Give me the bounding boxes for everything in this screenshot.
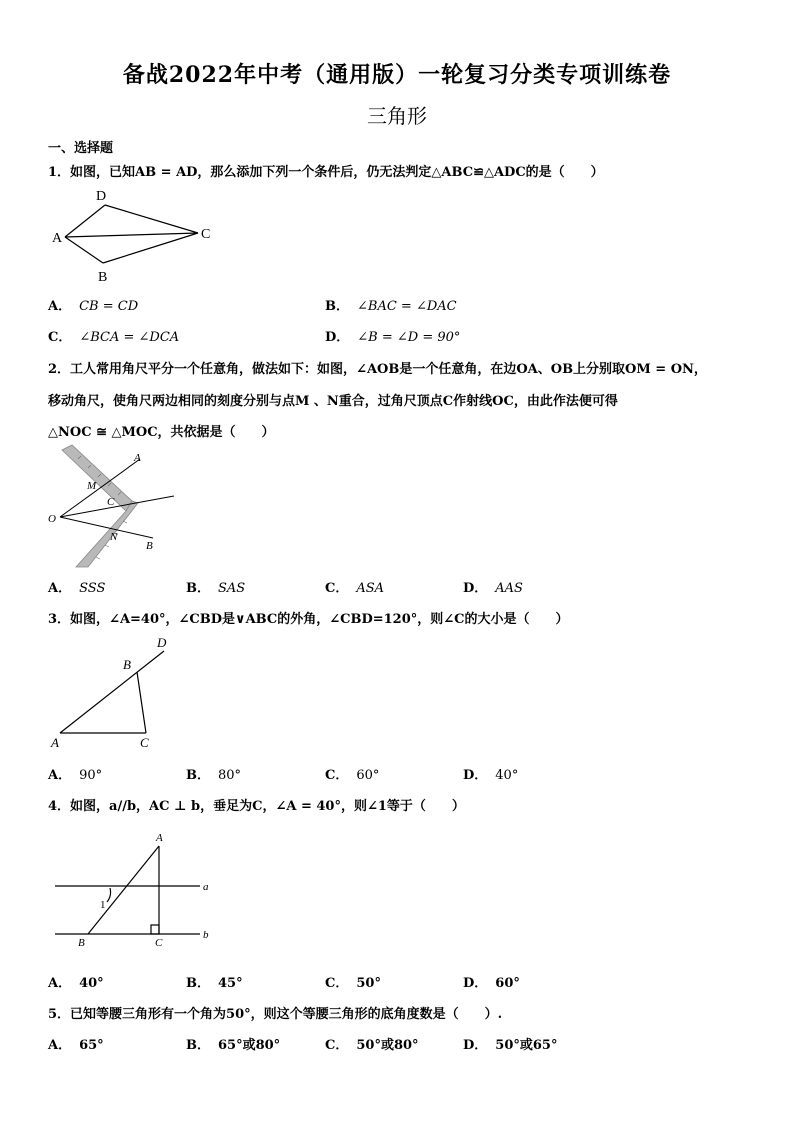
q4-label-angle-1: 1	[100, 899, 106, 911]
q2-option-c[interactable]: C． ASA	[325, 581, 385, 596]
q3-option-a[interactable]: A． 90°	[48, 768, 103, 783]
q1-label-c: C	[201, 227, 211, 242]
q5-option-b[interactable]: B． 65°或80°	[186, 1038, 281, 1053]
question-1-text: 1．如图，已知AB = AD，那么添加下列一个条件后，仍无法判定△ABC≌△ADC的是（ ）	[48, 165, 604, 180]
page-title: 备战2022年中考（通用版）一轮复习分类专项训练卷	[122, 62, 672, 88]
question-4-text: 4．如图，a//b，AC ⊥ b，垂足为C，∠A = 40°，则∠1等于（ ）	[48, 799, 465, 814]
q2-label-n: N	[110, 531, 118, 543]
q3-option-d[interactable]: D． 40°	[463, 768, 519, 783]
q3-label-d: D	[157, 635, 167, 650]
q3-label-b: B	[123, 657, 131, 672]
q5-option-c[interactable]: C． 50°或80°	[325, 1038, 419, 1053]
q3-label-a: A	[51, 735, 59, 750]
q2-option-a[interactable]: A． SSS	[48, 581, 106, 596]
q5-option-a[interactable]: A． 65°	[48, 1038, 104, 1053]
question-2-line-3: △NOC ≅ △MOC，共依据是（ ）	[48, 425, 275, 440]
q4-label-b: B	[78, 937, 85, 949]
q2-option-d[interactable]: D． AAS	[463, 581, 523, 596]
question-1-figure	[50, 185, 220, 285]
question-3-text: 3．如图，∠A=40°，∠CBD是∨ABC的外角，∠CBD=120°，则∠C的大小是（ ）	[48, 612, 569, 627]
question-2-line-1: 2．工人常用角尺平分一个任意角，做法如下：如图，∠AOB是一个任意角，在边OA、OB上分别取OM = ON，	[48, 362, 707, 377]
q3-option-c[interactable]: C． 60°	[325, 768, 380, 783]
q1-option-a[interactable]: A． CB = CD	[48, 299, 139, 314]
q1-label-d: D	[96, 189, 107, 204]
q4-label-c: C	[155, 937, 163, 949]
q4-option-d[interactable]: D． 60°	[463, 976, 520, 991]
q2-label-b: B	[146, 540, 153, 552]
question-5-text: 5．已知等腰三角形有一个角为50°，则这个等腰三角形的底角度数是（ ）.	[48, 1007, 503, 1022]
q4-label-a: A	[156, 832, 163, 844]
q4-option-b[interactable]: B． 45°	[186, 976, 243, 991]
question-2-line-2: 移动角尺，使角尺两边相同的刻度分别与点M 、N重合，过角尺顶点C作射线OC，由此作法便可得	[48, 394, 618, 409]
q1-label-b: B	[98, 270, 108, 285]
q4-option-c[interactable]: C． 50°	[325, 976, 381, 991]
q2-option-b[interactable]: B． SAS	[186, 581, 246, 596]
page-subtitle: 三角形	[367, 104, 427, 128]
q4-label-line-a: a	[203, 881, 209, 893]
section-heading: 一、选择题	[48, 141, 114, 156]
q2-label-o: O	[48, 513, 56, 525]
q3-option-b[interactable]: B． 80°	[186, 768, 242, 783]
q4-option-a[interactable]: A． 40°	[48, 976, 104, 991]
q1-option-d[interactable]: D． ∠B = ∠D = 90°	[325, 330, 461, 345]
q4-label-line-b: b	[203, 929, 209, 941]
q1-option-b[interactable]: B． ∠BAC = ∠DAC	[325, 299, 457, 314]
q2-label-m: M	[87, 480, 97, 492]
q2-label-c: C	[107, 496, 115, 508]
q5-option-d[interactable]: D． 50°或65°	[463, 1038, 558, 1053]
question-3-figure	[48, 633, 178, 753]
q1-label-a: A	[52, 231, 63, 246]
q3-label-c: C	[140, 735, 149, 750]
q1-option-c[interactable]: C． ∠BCA = ∠DCA	[48, 330, 180, 345]
question-2-figure	[48, 445, 178, 567]
question-4-figure	[50, 828, 220, 952]
q2-label-a: A	[134, 452, 141, 464]
